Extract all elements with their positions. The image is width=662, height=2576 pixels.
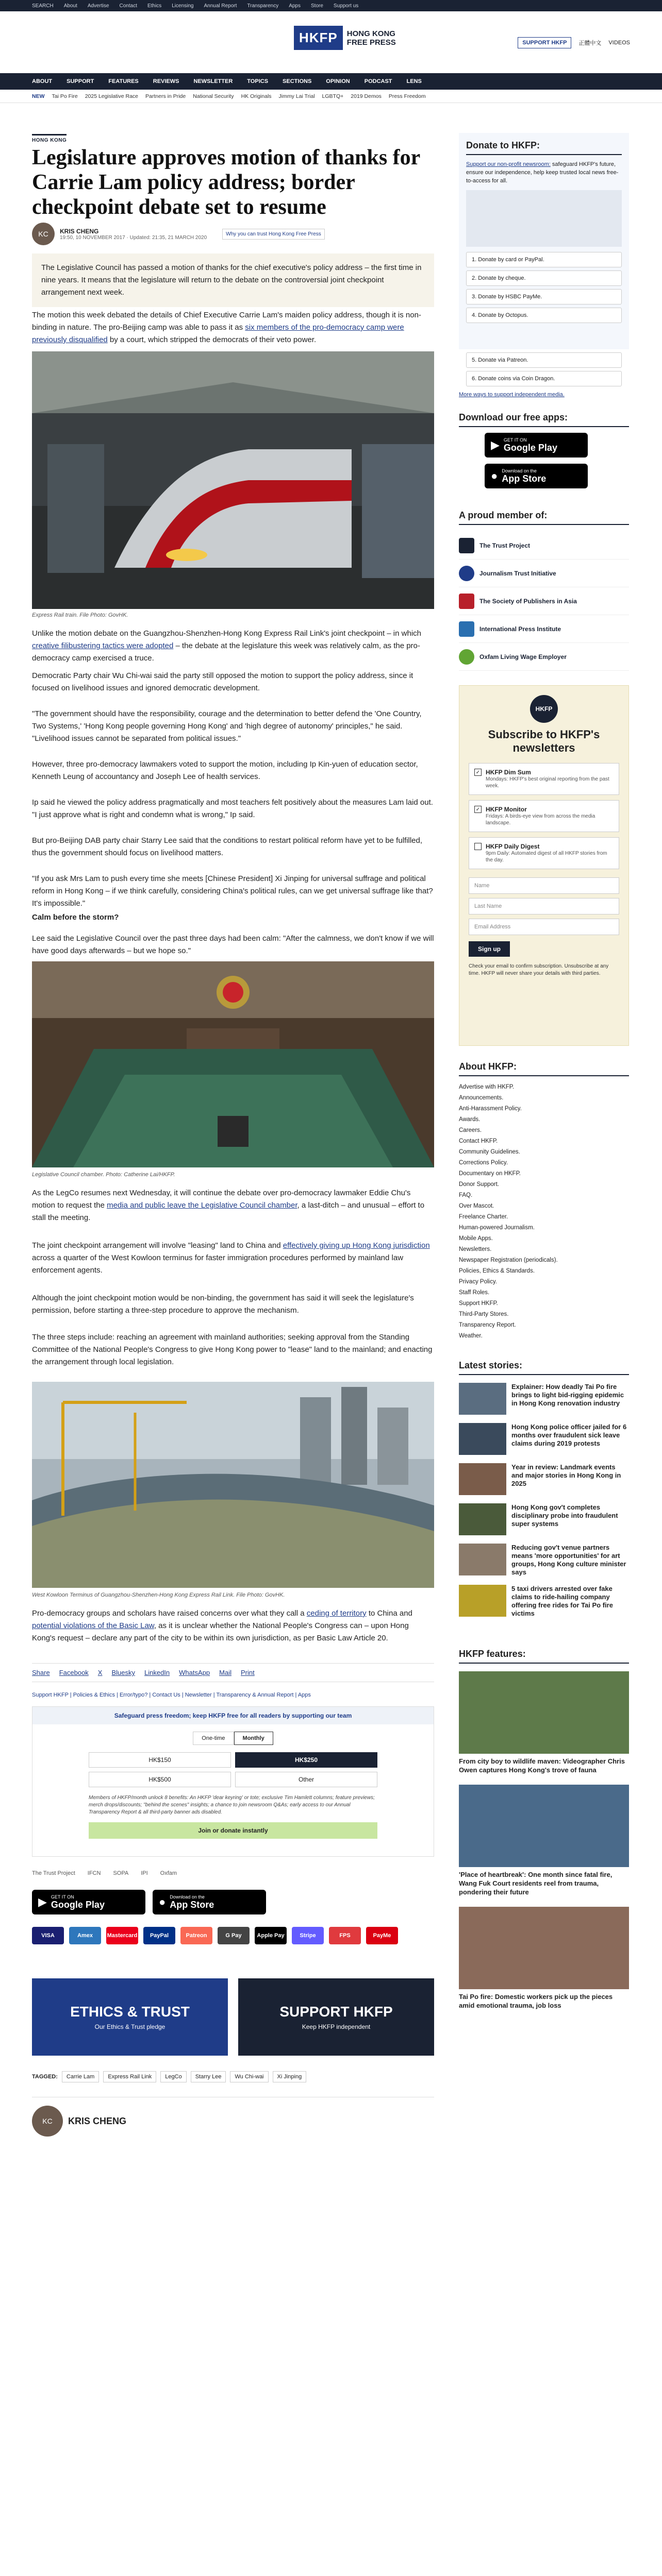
trending-link[interactable]: 2019 Demos xyxy=(351,93,382,99)
trust-logos xyxy=(32,1870,434,1876)
amount-option[interactable]: Other xyxy=(235,1772,377,1787)
about-link[interactable]: Anti-Harassment Policy. xyxy=(459,1106,522,1112)
member-logo[interactable]: Journalism Trust Initiative xyxy=(459,560,629,587)
utility-link[interactable]: Advertise xyxy=(87,3,109,9)
latest-story[interactable]: Reducing gov't venue partners means 'more opportunities' for art groups, Hong Kong culture minister says xyxy=(459,1544,629,1577)
utility-link[interactable]: Annual Report xyxy=(204,3,237,9)
story-thumbnail xyxy=(459,1585,506,1617)
payment-logo: Stripe xyxy=(292,1927,324,1944)
google-play-badge[interactable]: ▶ GET IT ON Google Play xyxy=(32,1890,145,1914)
signup-button[interactable]: Sign up xyxy=(469,941,510,957)
apple-icon: ● xyxy=(491,469,498,482)
nav-item[interactable]: FEATURES xyxy=(108,78,139,84)
share-facebook[interactable]: Facebook xyxy=(59,1669,89,1676)
article-photo xyxy=(32,1382,434,1588)
author-box xyxy=(32,2097,434,2137)
author-name[interactable]: KRIS CHENG xyxy=(60,227,99,235)
photo-caption: Express Rail train. File Photo: GovHK. xyxy=(32,612,128,618)
search-link[interactable]: SEARCH xyxy=(32,3,54,9)
inline-link[interactable]: potential violations of the Basic Law xyxy=(32,1621,154,1630)
donate-box xyxy=(459,133,629,349)
support-banner[interactable]: SUPPORT HKFP Keep HKFP independent xyxy=(238,1978,434,2056)
nav-item[interactable]: TOPICS xyxy=(247,78,269,84)
inline-link[interactable]: creative filibustering tactics were adopted xyxy=(32,641,174,650)
about-link[interactable]: Donor Support. xyxy=(459,1181,499,1188)
share-linkedin[interactable]: LinkedIn xyxy=(144,1669,170,1676)
features-heading: HKFP features: xyxy=(459,1649,629,1664)
payment-logo: Amex xyxy=(69,1927,101,1944)
app-store-badge[interactable]: ● Download on the App Store xyxy=(485,464,588,488)
paragraph: However, three pro-democracy lawmakers voted to support the motion, including Ip Kin-yuen of education sector, Kenneth Leung of accountancy and Joseph Lee of health services. xyxy=(32,760,418,781)
about-link[interactable]: Announcements. xyxy=(459,1095,504,1101)
newsletter-heading: Subscribe to HKFP's newsletters xyxy=(488,728,600,754)
about-link[interactable]: Support HKFP. xyxy=(459,1300,498,1307)
tab-monthly[interactable]: Monthly xyxy=(234,1732,273,1745)
donate-text: Support our non-profit newsroom: safeguard HKFP's future, ensure our independence, help keep trusted local news free-to-access for all. xyxy=(466,161,619,184)
name-field[interactable]: Name xyxy=(469,877,619,894)
paragraph: As the LegCo resumes next Wednesday, it will continue the debate over pro-democracy lawmaker Eddie Chu's motion to request the media and public leave the Legislative Council chamber, a last-ditch – and unusual – effort to stall the meeting. xyxy=(32,1189,425,1222)
donate-option[interactable]: 6. Donate coins via Coin Dragon. xyxy=(466,371,622,386)
train-photo xyxy=(32,351,434,609)
article-intro: The Legislative Council has passed a motion of thanks for the chief executive's policy address – the first time in nine years. It means that the legislature will return to the debate on the controversial joint checkpoint arrangement next week. xyxy=(32,253,434,307)
about-link[interactable]: Contact HKFP. xyxy=(459,1138,498,1144)
tag[interactable]: Carrie Lam xyxy=(62,2071,99,2082)
nav-item[interactable]: PODCAST xyxy=(364,78,392,84)
paragraph: "The government should have the responsibility, courage and the determination to better defend the 'One Country, Two Systems,' 'Hong Kong people governing Hong Kong' and 'high degree of autonomy' principles," he said. "Livelihood issues cannot be separated from political issues." xyxy=(32,709,422,743)
about-link[interactable]: Human-powered Journalism. xyxy=(459,1225,535,1231)
trending-link[interactable]: Jimmy Lai Trial xyxy=(278,93,315,99)
payment-logo: Patreon xyxy=(180,1927,212,1944)
checkbox[interactable] xyxy=(474,843,482,850)
newsletter-option[interactable]: HKFP Daily Digest 9pm Daily: Automated digest of all HKFP stories from the day. xyxy=(469,837,619,869)
support-links[interactable]: Support HKFP | Policies & Ethics | Error/typo? | Contact Us | Newsletter | Transparency & Annual Report | Apps xyxy=(32,1692,311,1698)
payment-logo: VISA xyxy=(32,1927,64,1944)
terminus-photo xyxy=(32,1382,434,1588)
utility-bar xyxy=(0,0,662,11)
tag[interactable]: LegCo xyxy=(160,2071,186,2082)
category-label[interactable]: HONG KONG xyxy=(32,134,67,143)
article-photo xyxy=(32,351,434,609)
tag[interactable]: Express Rail Link xyxy=(103,2071,156,2082)
tags-label: TAGGED: xyxy=(32,2074,58,2080)
newsletter-option[interactable]: ✓ HKFP Dim Sum Mondays: HKFP's best original reporting from the past week. xyxy=(469,763,619,795)
about-link[interactable]: Documentary on HKFP. xyxy=(459,1171,521,1177)
promo-banners xyxy=(32,1978,434,2056)
share-print[interactable]: Print xyxy=(240,1669,255,1676)
paragraph: Pro-democracy groups and scholars have raised concerns over what they call a ceding of territory to China and potential violations of the Basic Law, as it is unclear whether the National People's Congress can – upon Hong Kong's request – declare any part of the city to be within its own jurisdiction, as per Basic Law Article 20. xyxy=(32,1609,412,1642)
nav-item[interactable]: LENS xyxy=(406,78,422,84)
chamber-photo xyxy=(32,961,434,1167)
app-store-badge[interactable]: ● Download on the App Store xyxy=(153,1890,266,1914)
language-link[interactable]: 正體中文 xyxy=(578,40,602,46)
new-label: NEW xyxy=(32,93,45,99)
newsletter-option[interactable]: ✓ HKFP Monitor Fridays: A birds-eye view from across the media landscape. xyxy=(469,800,619,832)
paragraph: "If you ask Mrs Lam to push every time she meets [Chinese President] Xi Jinping for universal suffrage and political reform in Hong Kong – if we think carefully, considering China's political rules, can we get universal suffrage like that? It's impossible." xyxy=(32,874,433,908)
checkbox-checked[interactable]: ✓ xyxy=(474,806,482,813)
utility-link[interactable]: Transparency xyxy=(247,3,279,9)
member-logo[interactable]: Oxfam Living Wage Employer xyxy=(459,643,629,671)
share-mail[interactable]: Mail xyxy=(219,1669,231,1676)
support-button[interactable]: SUPPORT HKFP xyxy=(518,37,571,48)
apps-heading: Download our free apps: xyxy=(459,412,629,427)
inline-link[interactable]: six members of the pro-democracy camp were previously disqualified xyxy=(32,323,404,344)
trust-project-icon xyxy=(459,538,474,553)
trust-logo[interactable]: SOPA xyxy=(113,1870,129,1876)
trending-link[interactable]: Partners in Pride xyxy=(145,93,186,99)
play-icon: ▶ xyxy=(491,438,500,451)
apple-icon: ● xyxy=(159,1895,166,1908)
article-photo xyxy=(32,961,434,1167)
nav-item[interactable]: SUPPORT xyxy=(67,78,94,84)
trending-link[interactable]: HK Originals xyxy=(241,93,272,99)
checkbox-checked[interactable]: ✓ xyxy=(474,769,482,776)
about-link[interactable]: Staff Roles. xyxy=(459,1290,490,1296)
donate-note: Members of HKFP/month unlock 8 benefits: An HKFP 'dear keyring' or tote; exclusive Tim Hamlett columns; feature previews; merch drops/discounts; "behind the scenes" insights; a chance to join newsroom Q&As; early access to our Annual Transparency Report & all third-party banner ads disabled. xyxy=(89,1795,375,1815)
author-avatar[interactable]: KC xyxy=(32,2106,63,2137)
paragraph: Although the joint checkpoint motion would be non-binding, the government has said it will seek the legislature's permission, before starting a three-step procedure to approve the mechanism. xyxy=(32,1294,414,1315)
latest-list xyxy=(459,1383,629,1618)
trending-link[interactable]: 2025 Legislative Race xyxy=(85,93,139,99)
trust-logo[interactable]: IFCN xyxy=(87,1870,101,1876)
newsletter-box xyxy=(459,685,629,1046)
story-thumbnail xyxy=(459,1544,506,1575)
about-link[interactable]: Policies, Ethics & Standards. xyxy=(459,1268,535,1274)
latest-story[interactable]: Hong Kong gov't completes disciplinary probe into fraudulent super systems xyxy=(459,1503,629,1535)
amount-option[interactable]: HK$500 xyxy=(89,1772,231,1787)
about-link[interactable]: FAQ. xyxy=(459,1192,473,1198)
about-link[interactable]: Weather. xyxy=(459,1333,483,1339)
author-avatar[interactable]: KC xyxy=(32,223,55,245)
app-badges xyxy=(32,1890,266,1914)
member-logo[interactable]: The Society of Publishers in Asia xyxy=(459,587,629,615)
tag[interactable]: Starry Lee xyxy=(191,2071,226,2082)
share-x[interactable]: X xyxy=(97,1669,103,1676)
more-ways-link[interactable]: More ways to support independent media. xyxy=(459,392,565,398)
site-logo[interactable] xyxy=(294,26,396,50)
utility-link[interactable]: Contact xyxy=(119,3,137,9)
trust-logo[interactable]: IPI xyxy=(141,1870,148,1876)
article-title: Legislature approves motion of thanks for Carrie Lam policy address; border checkpoint debate set to resume xyxy=(32,146,420,219)
logo-line: HONG KONG xyxy=(346,29,395,38)
donate-heading: Donate to HKFP: xyxy=(466,140,622,155)
tag[interactable]: Xi Jinping xyxy=(273,2071,307,2082)
about-link[interactable]: Over Mascot. xyxy=(459,1203,494,1209)
about-link[interactable]: Transparency Report. xyxy=(459,1322,516,1328)
nav-item[interactable]: SECTIONS xyxy=(283,78,312,84)
amount-option-selected[interactable]: HK$250 xyxy=(235,1752,377,1768)
trending-bar xyxy=(0,90,662,103)
inline-link[interactable]: ceding of territory xyxy=(306,1609,367,1618)
latest-story[interactable]: Year in review: Landmark events and major stories in Hong Kong in 2025 xyxy=(459,1463,629,1495)
newsletter-logo: HKFP xyxy=(530,695,558,723)
site-header xyxy=(0,11,662,73)
about-link[interactable]: Careers. xyxy=(459,1127,482,1133)
about-link[interactable]: Privacy Policy. xyxy=(459,1279,497,1285)
donate-button[interactable]: Join or donate instantly xyxy=(89,1822,377,1839)
donate-option[interactable]: 2. Donate by cheque. xyxy=(466,270,622,286)
feature-thumbnail xyxy=(459,1907,629,1989)
trust-link[interactable]: Why you can trust Hong Kong Free Press xyxy=(222,229,325,240)
amount-option[interactable]: HK$150 xyxy=(89,1752,231,1768)
share-whatsapp[interactable]: WhatsApp xyxy=(179,1669,210,1676)
utility-link[interactable]: Licensing xyxy=(172,3,194,9)
feature-story[interactable]: From city boy to wildlife maven: Videographer Chris Owen captures Hong Kong's trove of fauna xyxy=(459,1671,629,1774)
share-bluesky[interactable]: Bluesky xyxy=(111,1669,135,1676)
paragraph: The joint checkpoint arrangement will involve "leasing" land to China and effectively giving up Hong Kong jurisdiction across a quarter of the West Kowloon terminus for faster immigration procedures performed by mainland law enforcement agents. xyxy=(32,1241,430,1275)
story-thumbnail xyxy=(459,1463,506,1495)
donate-option[interactable]: 1. Donate by card or PayPal. xyxy=(466,252,622,267)
byline xyxy=(32,223,434,245)
inline-link[interactable]: media and public leave the Legislative Council chamber xyxy=(107,1201,297,1210)
payment-logo: PayPal xyxy=(143,1927,175,1944)
payment-logo: PayMe xyxy=(366,1927,398,1944)
press-banner[interactable]: Safeguard press freedom; keep HKFP free for all readers by supporting our team xyxy=(32,1707,434,1724)
story-thumbnail xyxy=(459,1503,506,1535)
trending-link[interactable]: Tai Po Fire xyxy=(52,93,78,99)
feature-thumbnail xyxy=(459,1671,629,1754)
last-name-field[interactable]: Last Name xyxy=(469,898,619,914)
latest-story[interactable]: 5 taxi drivers arrested over fake claims to ride-hailing company offering free rides for Tai Po fire victims xyxy=(459,1585,629,1618)
ethics-banner[interactable]: ETHICS & TRUST Our Ethics & Trust pledge xyxy=(32,1978,228,2056)
feature-story[interactable]: Tai Po fire: Domestic workers pick up the pieces amid emotional trauma, job loss xyxy=(459,1907,629,2010)
latest-heading: Latest stories: xyxy=(459,1360,629,1375)
feature-story[interactable]: 'Place of heartbreak': One month since fatal fire, Wang Fuk Court residents reel from trauma, pondering their future xyxy=(459,1785,629,1896)
donate-option[interactable]: 3. Donate by HSBC PayMe. xyxy=(466,289,622,304)
trust-logo[interactable]: Oxfam xyxy=(160,1870,177,1876)
sopa-icon xyxy=(459,594,474,609)
nav-item[interactable]: ABOUT xyxy=(32,78,53,84)
trending-link[interactable]: LGBTQ+ xyxy=(322,93,344,99)
paragraph: Lee said the Legislative Council over the past three days had been calm: "After the calmness, we don't know if we will have good days afterwards – but we hope so." xyxy=(32,934,434,955)
latest-story[interactable]: Explainer: How deadly Tai Po fire brings to light bid-rigging epidemic in Hong Kong renovation industry xyxy=(459,1383,629,1415)
about-link[interactable]: Community Guidelines. xyxy=(459,1149,520,1155)
donate-illustration xyxy=(466,190,622,247)
photo-caption: Legislative Council chamber. Photo: Catherine Lai/HKFP. xyxy=(32,1172,175,1178)
donate-option[interactable]: 5. Donate via Patreon. xyxy=(466,352,622,368)
paragraph: Ip said he viewed the policy address pragmatically and most teachers felt positively about the measures Lam laid out. "I just approve what is right and condemn what is wrong," Ip said. xyxy=(32,798,433,819)
share-bar xyxy=(32,1663,434,1682)
logo-mark: HKFP xyxy=(294,26,343,50)
section-heading: Calm before the storm? xyxy=(32,913,119,922)
paragraph: The three steps include: reaching an agreement with mainland authorities; seeking approval from the Standing Committee of the National People's Congress to give Hong Kong power to "lease" land to the mainland; and enacting the arrangement through local legislation. xyxy=(32,1333,433,1366)
publish-date: 19:50, 10 NOVEMBER 2017 · Updated: 21:35, 21 MARCH 2020 xyxy=(60,234,207,241)
ipi-icon xyxy=(459,621,474,637)
payment-logo: Mastercard xyxy=(106,1927,138,1944)
trust-logo[interactable]: The Trust Project xyxy=(32,1870,75,1876)
utility-link[interactable]: Apps xyxy=(289,3,301,9)
paragraph: But pro-Beijing DAB party chair Starry Lee said that the conditions to restart political reform have yet to be fulfilled, thus the government should focus on livelihood matters. xyxy=(32,836,423,857)
author-box-name[interactable]: KRIS CHENG xyxy=(68,2115,127,2126)
nav-item[interactable]: REVIEWS xyxy=(153,78,179,84)
member-logo[interactable]: International Press Institute xyxy=(459,615,629,643)
donate-option[interactable]: 4. Donate by Octopus. xyxy=(466,308,622,323)
about-link[interactable]: Mobile Apps. xyxy=(459,1235,493,1242)
about-list xyxy=(459,1082,629,1342)
tag[interactable]: Wu Chi-wai xyxy=(230,2071,268,2082)
trending-link[interactable]: National Security xyxy=(193,93,234,99)
tag-list xyxy=(32,2071,434,2082)
payment-logo: G Pay xyxy=(218,1927,250,1944)
photo-caption: West Kowloon Terminus of Guangzhou-Shenzhen-Hong Kong Express Rail Link. File Photo: GovHK. xyxy=(32,1592,285,1598)
email-field[interactable]: Email Address xyxy=(469,919,619,935)
features-list xyxy=(459,1671,629,2010)
play-icon: ▶ xyxy=(38,1895,47,1908)
tab-one-time[interactable]: One-time xyxy=(193,1732,234,1745)
payment-logos xyxy=(32,1927,434,1944)
videos-link[interactable]: VIDEOS xyxy=(608,40,630,46)
member-heading: A proud member of: xyxy=(459,510,629,525)
paragraph: Unlike the motion debate on the Guangzhou-Shenzhen-Hong Kong Express Rail Link's joint checkpoint – in which creative filibustering tactics were adopted – the debate at the legislature this week was relatively calm, as the pro-democracy camp exercised a truce. xyxy=(32,629,421,663)
latest-story[interactable]: Hong Kong police officer jailed for 6 months over fraudulent sick leave claims during 2019 protests xyxy=(459,1423,629,1455)
payment-logo: Apple Pay xyxy=(255,1927,287,1944)
utility-link[interactable]: About xyxy=(63,3,77,9)
nav-item[interactable]: OPINION xyxy=(326,78,350,84)
story-thumbnail xyxy=(459,1423,506,1455)
member-logo[interactable]: The Trust Project xyxy=(459,532,629,560)
about-link[interactable]: Corrections Policy. xyxy=(459,1160,508,1166)
about-link[interactable]: Freelance Charter. xyxy=(459,1214,508,1220)
about-link[interactable]: Newspaper Registration (periodicals). xyxy=(459,1257,558,1263)
oxfam-icon xyxy=(459,649,474,665)
donate-widget xyxy=(32,1706,434,1857)
about-link[interactable]: Third-Party Stores. xyxy=(459,1311,509,1317)
about-link[interactable]: Awards. xyxy=(459,1116,481,1123)
about-heading: About HKFP: xyxy=(459,1061,629,1076)
payment-logo: FPS xyxy=(329,1927,361,1944)
trending-link[interactable]: Press Freedom xyxy=(388,93,426,99)
main-nav xyxy=(0,73,662,90)
about-link[interactable]: Newsletters. xyxy=(459,1246,492,1252)
inline-link[interactable]: effectively giving up Hong Kong jurisdiction xyxy=(283,1241,430,1250)
newsletter-note: Check your email to confirm subscription. Unsubscribe at any time. HKFP will never share your details with third parties. xyxy=(469,963,609,976)
about-link[interactable]: Advertise with HKFP. xyxy=(459,1084,515,1090)
paragraph: The motion this week debated the details of Chief Executive Carrie Lam's maiden policy address, though it is non-binding in nature. The pro-Beijing camp was able to pass it as six members of the pro-democracy camp were previously disqualified by a court, which stripped the democrats of their veto power. xyxy=(32,311,421,344)
utility-link[interactable]: Ethics xyxy=(147,3,162,9)
jti-icon xyxy=(459,566,474,581)
share-label: Share xyxy=(32,1669,50,1676)
utility-link[interactable]: Support us xyxy=(333,3,359,9)
feature-thumbnail xyxy=(459,1785,629,1867)
paragraph: Democratic Party chair Wu Chi-wai said the party still opposed the motion to support the policy address, since it focused on livelihood issues and ignored democratic development. xyxy=(32,671,413,692)
logo-line: FREE PRESS xyxy=(346,38,396,47)
nav-item[interactable]: NEWSLETTER xyxy=(193,78,233,84)
story-thumbnail xyxy=(459,1383,506,1415)
utility-link[interactable]: Store xyxy=(311,3,323,9)
google-play-badge[interactable]: ▶ GET IT ON Google Play xyxy=(485,433,588,457)
